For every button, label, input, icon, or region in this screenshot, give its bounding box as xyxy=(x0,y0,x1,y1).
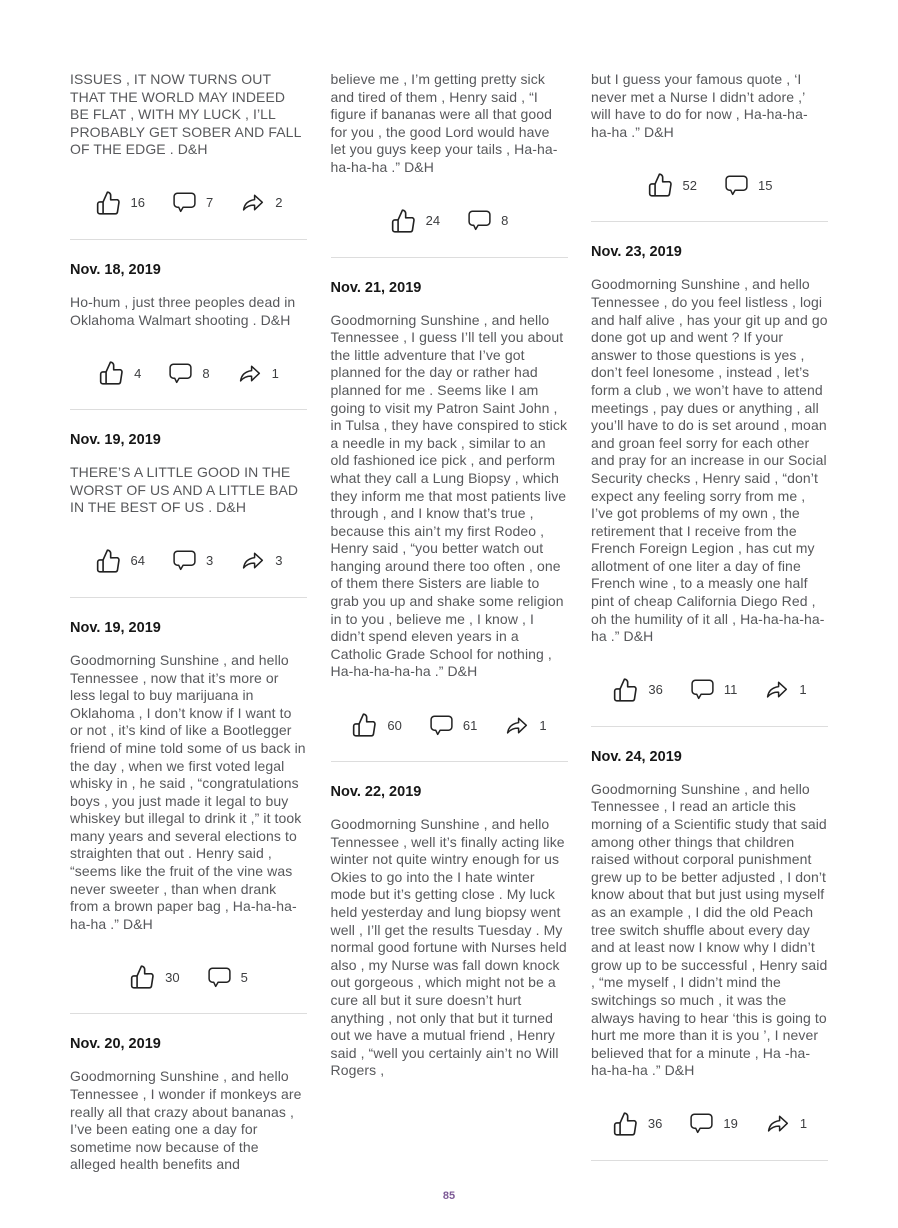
post-text: believe me , I’m getting pretty sick and tired of them , Henry said , “I figure if bananas were all that good for you , the good Lord would have let you guys keep your tails , Ha-ha-ha-ha-ha .” D&H xyxy=(330,71,558,175)
post-date: Nov. 22, 2019 xyxy=(330,784,422,801)
share-stat xyxy=(237,362,279,385)
post-block xyxy=(591,748,828,1161)
comment-stat xyxy=(467,210,508,231)
comment-count: 11 xyxy=(723,682,738,698)
comment-stat xyxy=(168,363,209,384)
engagement-row xyxy=(591,172,828,198)
post-column-3 xyxy=(591,71,828,1161)
post-date: Nov. 24, 2019 xyxy=(591,748,682,765)
comment-stat xyxy=(689,1113,737,1134)
post-date: Nov. 19, 2019 xyxy=(70,432,161,449)
post-date: Nov. 19, 2019 xyxy=(70,619,161,636)
share-stat xyxy=(240,549,282,572)
comment-bubble-icon xyxy=(690,679,715,700)
like-stat xyxy=(98,360,141,386)
post-block xyxy=(591,71,828,222)
post-text: THERE’S A LITTLE GOOD IN THE WORST OF US AND A LITTLE BAD IN THE BEST OF US . D&H xyxy=(70,464,299,516)
thumbs-up-icon xyxy=(612,1111,639,1137)
like-stat xyxy=(95,190,145,216)
share-stat xyxy=(765,1112,807,1135)
post-column-2 xyxy=(331,71,568,1080)
post-text: but I guess your famous quote , ‘I never met a Nurse I didn’t adore ,’ will have to do for now , Ha-ha-ha-ha-ha .” D&H xyxy=(591,71,808,140)
like-count: 60 xyxy=(387,717,402,733)
like-stat xyxy=(129,964,179,990)
share-count: 1 xyxy=(799,682,807,698)
comment-count: 5 xyxy=(240,969,248,985)
thumbs-up-icon xyxy=(98,360,125,386)
like-stat xyxy=(351,712,401,738)
like-stat xyxy=(612,1111,662,1137)
like-count: 64 xyxy=(130,553,145,569)
comment-bubble-icon xyxy=(689,1113,714,1134)
share-arrow-icon xyxy=(764,678,790,701)
engagement-row xyxy=(591,1111,828,1137)
share-arrow-icon xyxy=(240,191,266,214)
post-text: Ho-hum , just three peoples dead in Oklahoma Walmart shooting . D&H xyxy=(70,293,296,328)
like-count: 16 xyxy=(130,195,145,211)
post-text: Goodmorning Sunshine , and hello Tennessee , now that it’s more or less legal to buy marijuana in Oklahoma , I don’t know if I want to or not , it’s kind of like a Bootlegger friend of mine told some of us back in the day , when we first voted legal whisky in , he said , “congratulations boys , you just made it legal to buy whiskey but illegal to drink it ,” it took many years and several elections to straighten that out . Henry said , “seems like the fruit of the vine was never sweeter , than when drank from a brown paper bag , Ha-ha-ha-ha-ha .” D&H xyxy=(70,651,306,932)
post-columns xyxy=(70,71,828,1174)
post-divider xyxy=(331,761,568,762)
post-date: Nov. 23, 2019 xyxy=(591,244,682,261)
like-count: 52 xyxy=(682,177,697,193)
share-arrow-icon xyxy=(504,714,530,737)
engagement-row xyxy=(70,190,307,216)
post-date: Nov. 20, 2019 xyxy=(70,1036,161,1053)
post-divider xyxy=(591,726,828,727)
comment-stat xyxy=(172,550,213,571)
post-divider xyxy=(331,257,568,258)
comment-count: 3 xyxy=(206,553,214,569)
post-block xyxy=(70,431,307,598)
engagement-row xyxy=(70,548,307,574)
page-number: 85 xyxy=(442,1190,456,1202)
comment-bubble-icon xyxy=(429,715,454,736)
thumbs-up-icon xyxy=(612,677,639,703)
thumbs-up-icon xyxy=(95,548,122,574)
thumbs-up-icon xyxy=(390,208,417,234)
comment-count: 15 xyxy=(758,177,773,193)
share-count: 3 xyxy=(275,553,283,569)
thumbs-up-icon xyxy=(647,172,674,198)
like-stat xyxy=(95,548,145,574)
share-count: 1 xyxy=(539,717,547,733)
post-block xyxy=(70,71,307,240)
like-count: 4 xyxy=(134,365,142,381)
post-divider xyxy=(591,221,828,222)
share-stat xyxy=(764,678,806,701)
engagement-row xyxy=(331,712,568,738)
comment-stat xyxy=(172,192,213,213)
like-count: 30 xyxy=(165,969,180,985)
post-block xyxy=(331,71,568,258)
comment-bubble-icon xyxy=(724,175,749,196)
share-arrow-icon xyxy=(240,549,266,572)
thumbs-up-icon xyxy=(95,190,122,216)
comment-stat xyxy=(690,679,738,700)
post-divider xyxy=(70,409,307,410)
thumbs-up-icon xyxy=(129,964,156,990)
share-count: 2 xyxy=(275,195,283,211)
share-stat xyxy=(504,714,546,737)
comment-stat xyxy=(429,715,477,736)
comment-bubble-icon xyxy=(172,550,197,571)
like-stat xyxy=(612,677,662,703)
like-stat xyxy=(390,208,440,234)
share-arrow-icon xyxy=(765,1112,791,1135)
post-block xyxy=(331,279,568,762)
share-count: 1 xyxy=(799,1116,808,1132)
post-text: Goodmorning Sunshine , and hello Tennessee , do you feel listless , logi and half alive , has your git up and go done got up and went ? If your answer to those questions is yes , don’t feel lonesome , instead , let’s form a club , we won’t have to attend meetings , pay dues or anything , all you’ll have to do is set around , moan and groan feel sorry for each other and pray for an increase in our Social Security checks , Henry said , “don’t expect any feeling sorry from me , I’ve got problems of my own , the retirement that I receive from the French Foreign Legion , has cut my allotment of one liter a day of fine French wine , to a measly one half pint of cheap California Diego Red , oh the humility of it all , Ha-ha-ha-ha-ha .” D&H xyxy=(591,276,828,645)
comment-bubble-icon xyxy=(168,363,193,384)
post-block xyxy=(70,619,307,1015)
share-stat xyxy=(240,191,282,214)
like-count: 24 xyxy=(425,213,441,229)
post-text: Goodmorning Sunshine , and hello Tennessee , I guess I’ll tell you about the little adventure that I’ve got planned for the day or rather had planned for me . Seems like I am going to visit my Patron Saint John , in Tulsa , they have conspired to stick a needle in my back , similar to an old fashioned ice pick , and perform what they call a Lung Biopsy , which they inform me that most patients live through , and I know that’s true , because this ain’t my first Rodeo , Henry said , “you better watch out hanging around there too often , one of them there Sisters are liable to grab you up and shake some religion in to you , believe me , I know , I didn’t spend eleven years in a Catholic Grade School for nothing , Ha-ha-ha-ha-ha .” D&H xyxy=(330,311,568,680)
post-text: Goodmorning Sunshine , and hello Tennessee , I wonder if monkeys are really all that crazy about bananas , I’ve been eating one a day for sometime now because of the alleged health benefits and xyxy=(70,1068,302,1173)
like-stat xyxy=(647,172,697,198)
comment-bubble-icon xyxy=(467,210,492,231)
post-text: ISSUES , IT NOW TURNS OUT THAT THE WORLD MAY INDEED BE FLAT , WITH MY LUCK , I’LL PROBABLY GET SOBER AND FALL OF THE EDGE . D&H xyxy=(70,71,301,158)
post-text: Goodmorning Sunshine , and hello Tennessee , well it’s finally acting like winter not quite wintry enough for us Okies to go into the I hate winter mode but it’s getting close . My luck held yesterday and lung biopsy went well , I’ll get the results Tuesday . My normal good fortune with Nurses held also , my Nurse was fall down knock out gorgeous , which might not be a cure all but it sure doesn’t hurt anything , not only that but it turned out we have a mutual friend , Henry said , “well you certainly ain’t no Will Rogers , xyxy=(330,816,567,1079)
engagement-row xyxy=(70,360,307,386)
like-count: 36 xyxy=(647,1116,663,1132)
comment-bubble-icon xyxy=(207,967,232,988)
comment-count: 8 xyxy=(501,213,509,229)
share-arrow-icon xyxy=(237,362,263,385)
post-block xyxy=(70,261,307,410)
post-date: Nov. 18, 2019 xyxy=(70,261,161,278)
comment-stat xyxy=(207,967,248,988)
comment-bubble-icon xyxy=(172,192,197,213)
post-column-1 xyxy=(70,71,307,1174)
like-count: 36 xyxy=(648,682,663,698)
post-block xyxy=(70,1035,307,1174)
post-block xyxy=(591,243,828,726)
share-count: 1 xyxy=(271,365,279,381)
comment-count: 7 xyxy=(206,195,214,211)
comment-count: 19 xyxy=(723,1116,738,1132)
post-divider xyxy=(591,1160,828,1161)
comment-stat xyxy=(724,175,772,196)
engagement-row xyxy=(331,208,568,234)
post-text: Goodmorning Sunshine , and hello Tennessee , I read an article this morning of a Scientific study that said among other things that children raised without corporal punishment grew up to be better adjusted , I don’t know about that but just using myself as an example , I did the old Peach tree switch shuffle about every day and at least now I know why I didn’t grow up to be successful , Henry said , “me myself , I didn’t mind the switchings so much , it was the always having to hear ‘this is going to hurt me more than it is you ’, I never believed that for a minute , Ha -ha-ha-ha-ha .” D&H xyxy=(591,780,828,1079)
post-divider xyxy=(70,597,307,598)
comment-count: 61 xyxy=(462,717,478,733)
post-divider xyxy=(70,239,307,240)
post-block xyxy=(331,783,568,1080)
comment-count: 8 xyxy=(202,365,210,381)
post-date: Nov. 21, 2019 xyxy=(330,279,422,296)
engagement-row xyxy=(591,677,828,703)
thumbs-up-icon xyxy=(351,712,378,738)
post-divider xyxy=(70,1013,307,1014)
engagement-row xyxy=(70,964,307,990)
